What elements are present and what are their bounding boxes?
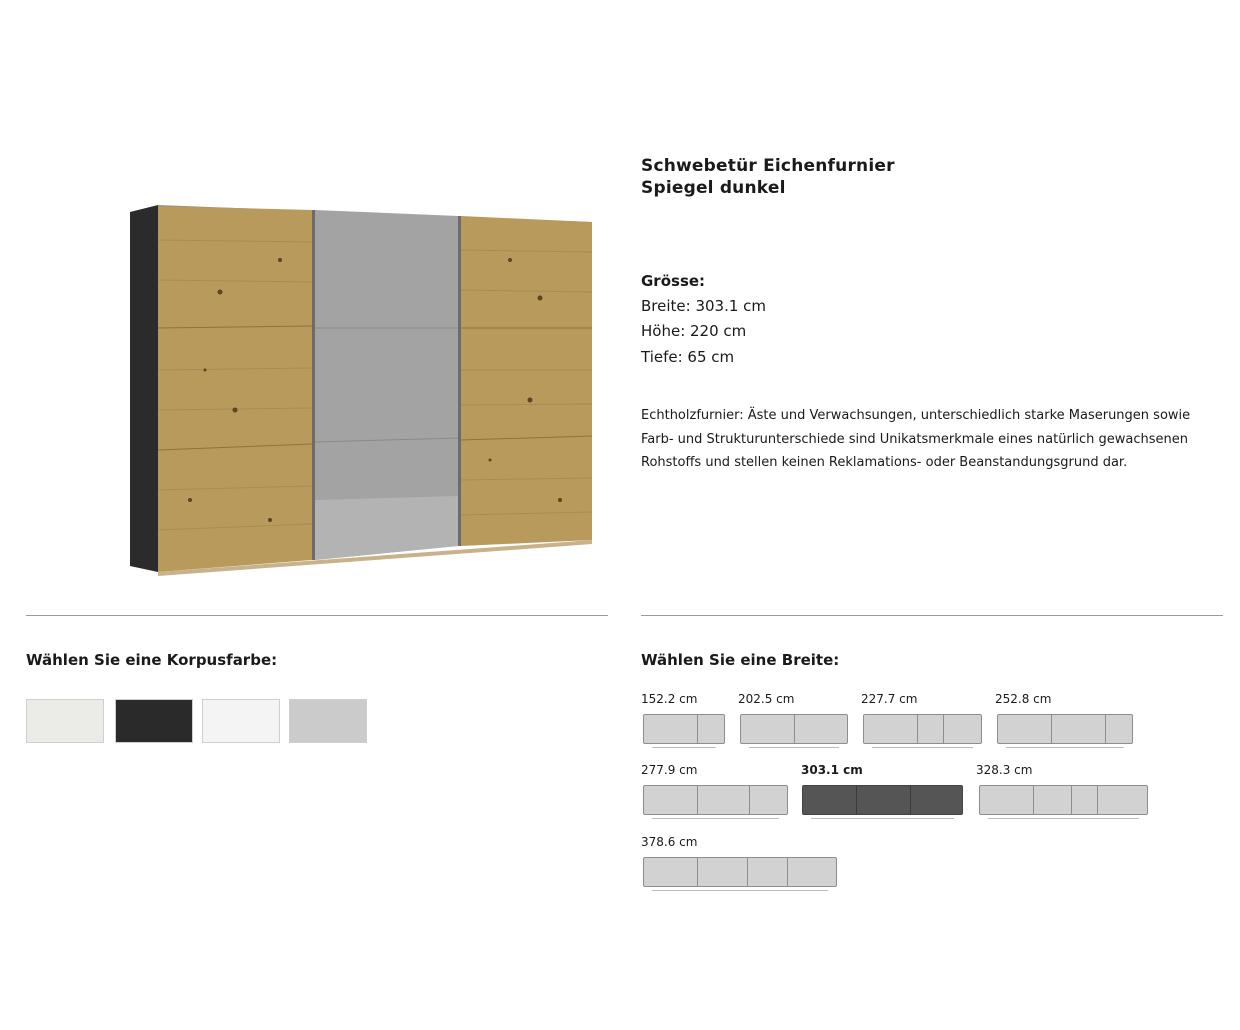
width-option-303[interactable] [802,785,963,815]
width-option-277[interactable] [643,785,788,815]
width-label-202: 202.5 cm [738,692,795,706]
divider-left [26,615,608,616]
width-value: Breite: 303.1 cm [641,297,767,315]
title-line-2: Spiegel dunkel [641,178,786,198]
width-label-303: 303.1 cm [801,763,863,777]
size-heading: Grösse: [641,272,706,290]
width-section-label: Wählen Sie eine Breite: [641,651,840,669]
color-section-label: Wählen Sie eine Korpusfarbe: [26,651,278,669]
width-option-252[interactable] [997,714,1133,744]
color-swatch-light-grey[interactable] [289,699,367,743]
product-image [130,200,600,580]
width-option-152[interactable] [643,714,725,744]
width-option-378[interactable] [643,857,837,887]
width-label-227: 227.7 cm [861,692,918,706]
product-title [641,155,895,199]
color-swatch-white[interactable] [202,699,280,743]
veneer-description: Echtholzfurnier: Äste und Verwachsungen, unterschiedlich starke Maserungen sowie Farb- und Strukturunterschiede sind Unikatsmerkmale eines natürlich gewachsenen Rohstoffs und stellen keinen Reklamations- oder Beanstandungsgrund dar. [641,408,1191,470]
width-label-277: 277.9 cm [641,763,698,777]
height-value: Höhe: 220 cm [641,322,747,340]
width-option-202[interactable] [740,714,848,744]
title-line-1: Schwebetür Eichenfurnier [641,156,895,176]
width-label-378: 378.6 cm [641,835,698,849]
color-swatch-black[interactable] [115,699,193,743]
width-option-328[interactable] [979,785,1148,815]
width-label-152: 152.2 cm [641,692,698,706]
divider-right [641,615,1223,616]
width-label-252: 252.8 cm [995,692,1052,706]
width-option-227[interactable] [863,714,982,744]
color-swatch-white-matt[interactable] [26,699,104,743]
depth-value: Tiefe: 65 cm [641,348,735,366]
width-label-328: 328.3 cm [976,763,1033,777]
